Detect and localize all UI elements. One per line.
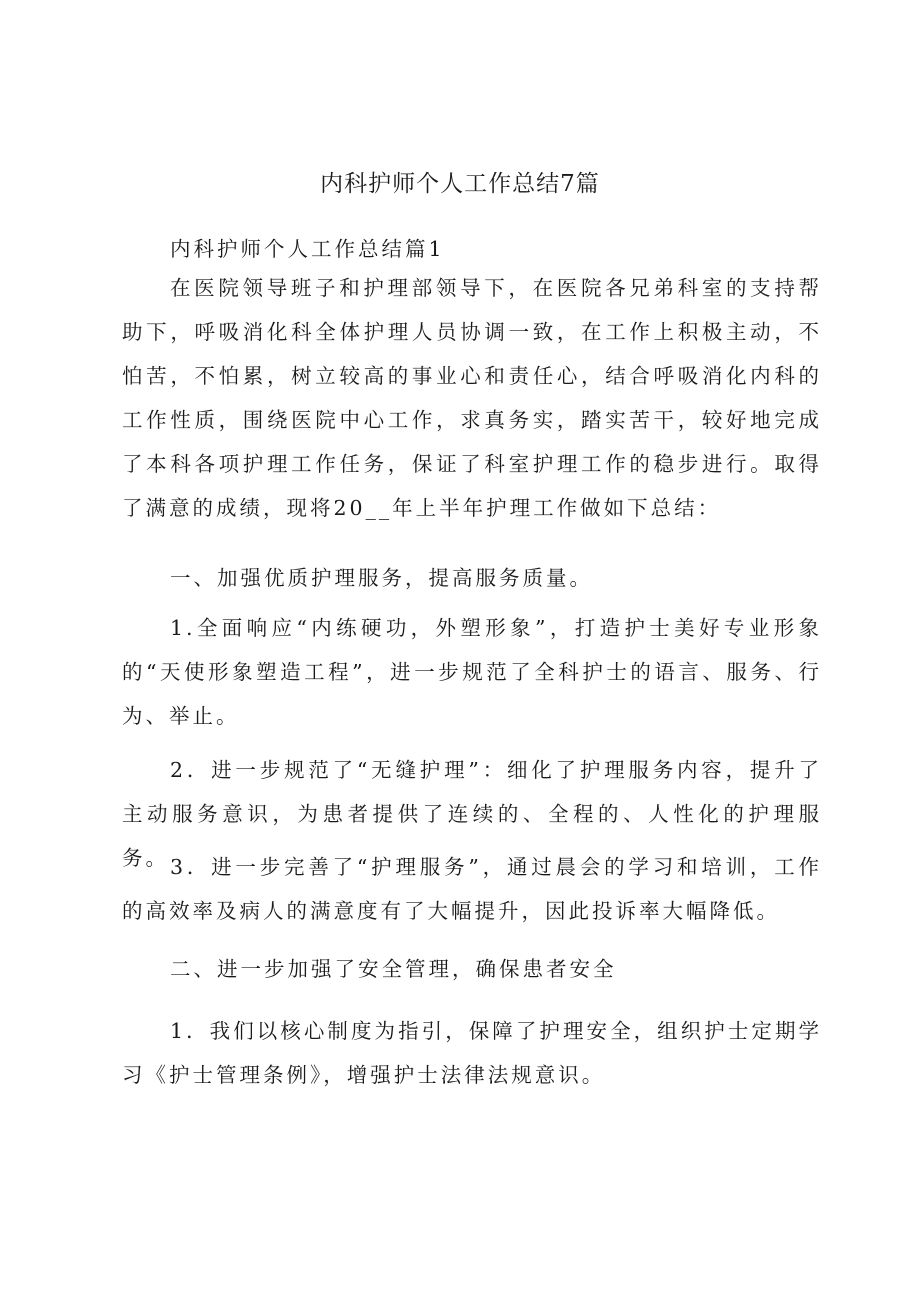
paragraph-item-1-2: 2．进一步规范了“无缝护理”：细化了护理服务内容，提升了主动服务意识，为患者提供了连续的、全程的、人性化的护理服务。 [122,758,822,870]
document-title: 内科护师个人工作总结7篇 [320,171,600,197]
paragraph-item-2-1: 1．我们以核心制度为指引，保障了护理安全，组织护士定期学习《护士管理条例》，增强护士法律法规意识。 [122,1019,822,1087]
section-subtitle: 内科护师个人工作总结篇1 [170,237,445,261]
heading-section-one: 一、加强优质护理服务，提高服务质量。 [170,566,593,590]
paragraph-item-1-1: 1.全面响应“内练硬功，外塑形象”，打造护士美好专业形象的“天使形象塑造工程”，进一步规范了全科护士的语言、服务、行为、举止。 [122,616,822,728]
heading-section-two: 二、进一步加强了安全管理，确保患者安全 [170,957,617,981]
paragraph-item-1-3: 3．进一步完善了“护理服务”，通过晨会的学习和培训，工作的高效率及病人的满意度有了大幅提升，因此投诉率大幅降低。 [122,855,822,923]
paragraph-intro: 在医院领导班子和护理部领导下，在医院各兄弟科室的支持帮助下，呼吸消化科全体护理人员协调一致，在工作上积极主动，不怕苦，不怕累，树立较高的事业心和责任心，结合呼吸消化内科的工作性质，围绕医院中心工作，求真务实，踏实苦干，较好地完成了本科各项护理工作任务，保证了科室护理工作的稳步进行。取得了满意的成绩，现将20__年上半年护理工作做如下总结： [122,276,822,520]
